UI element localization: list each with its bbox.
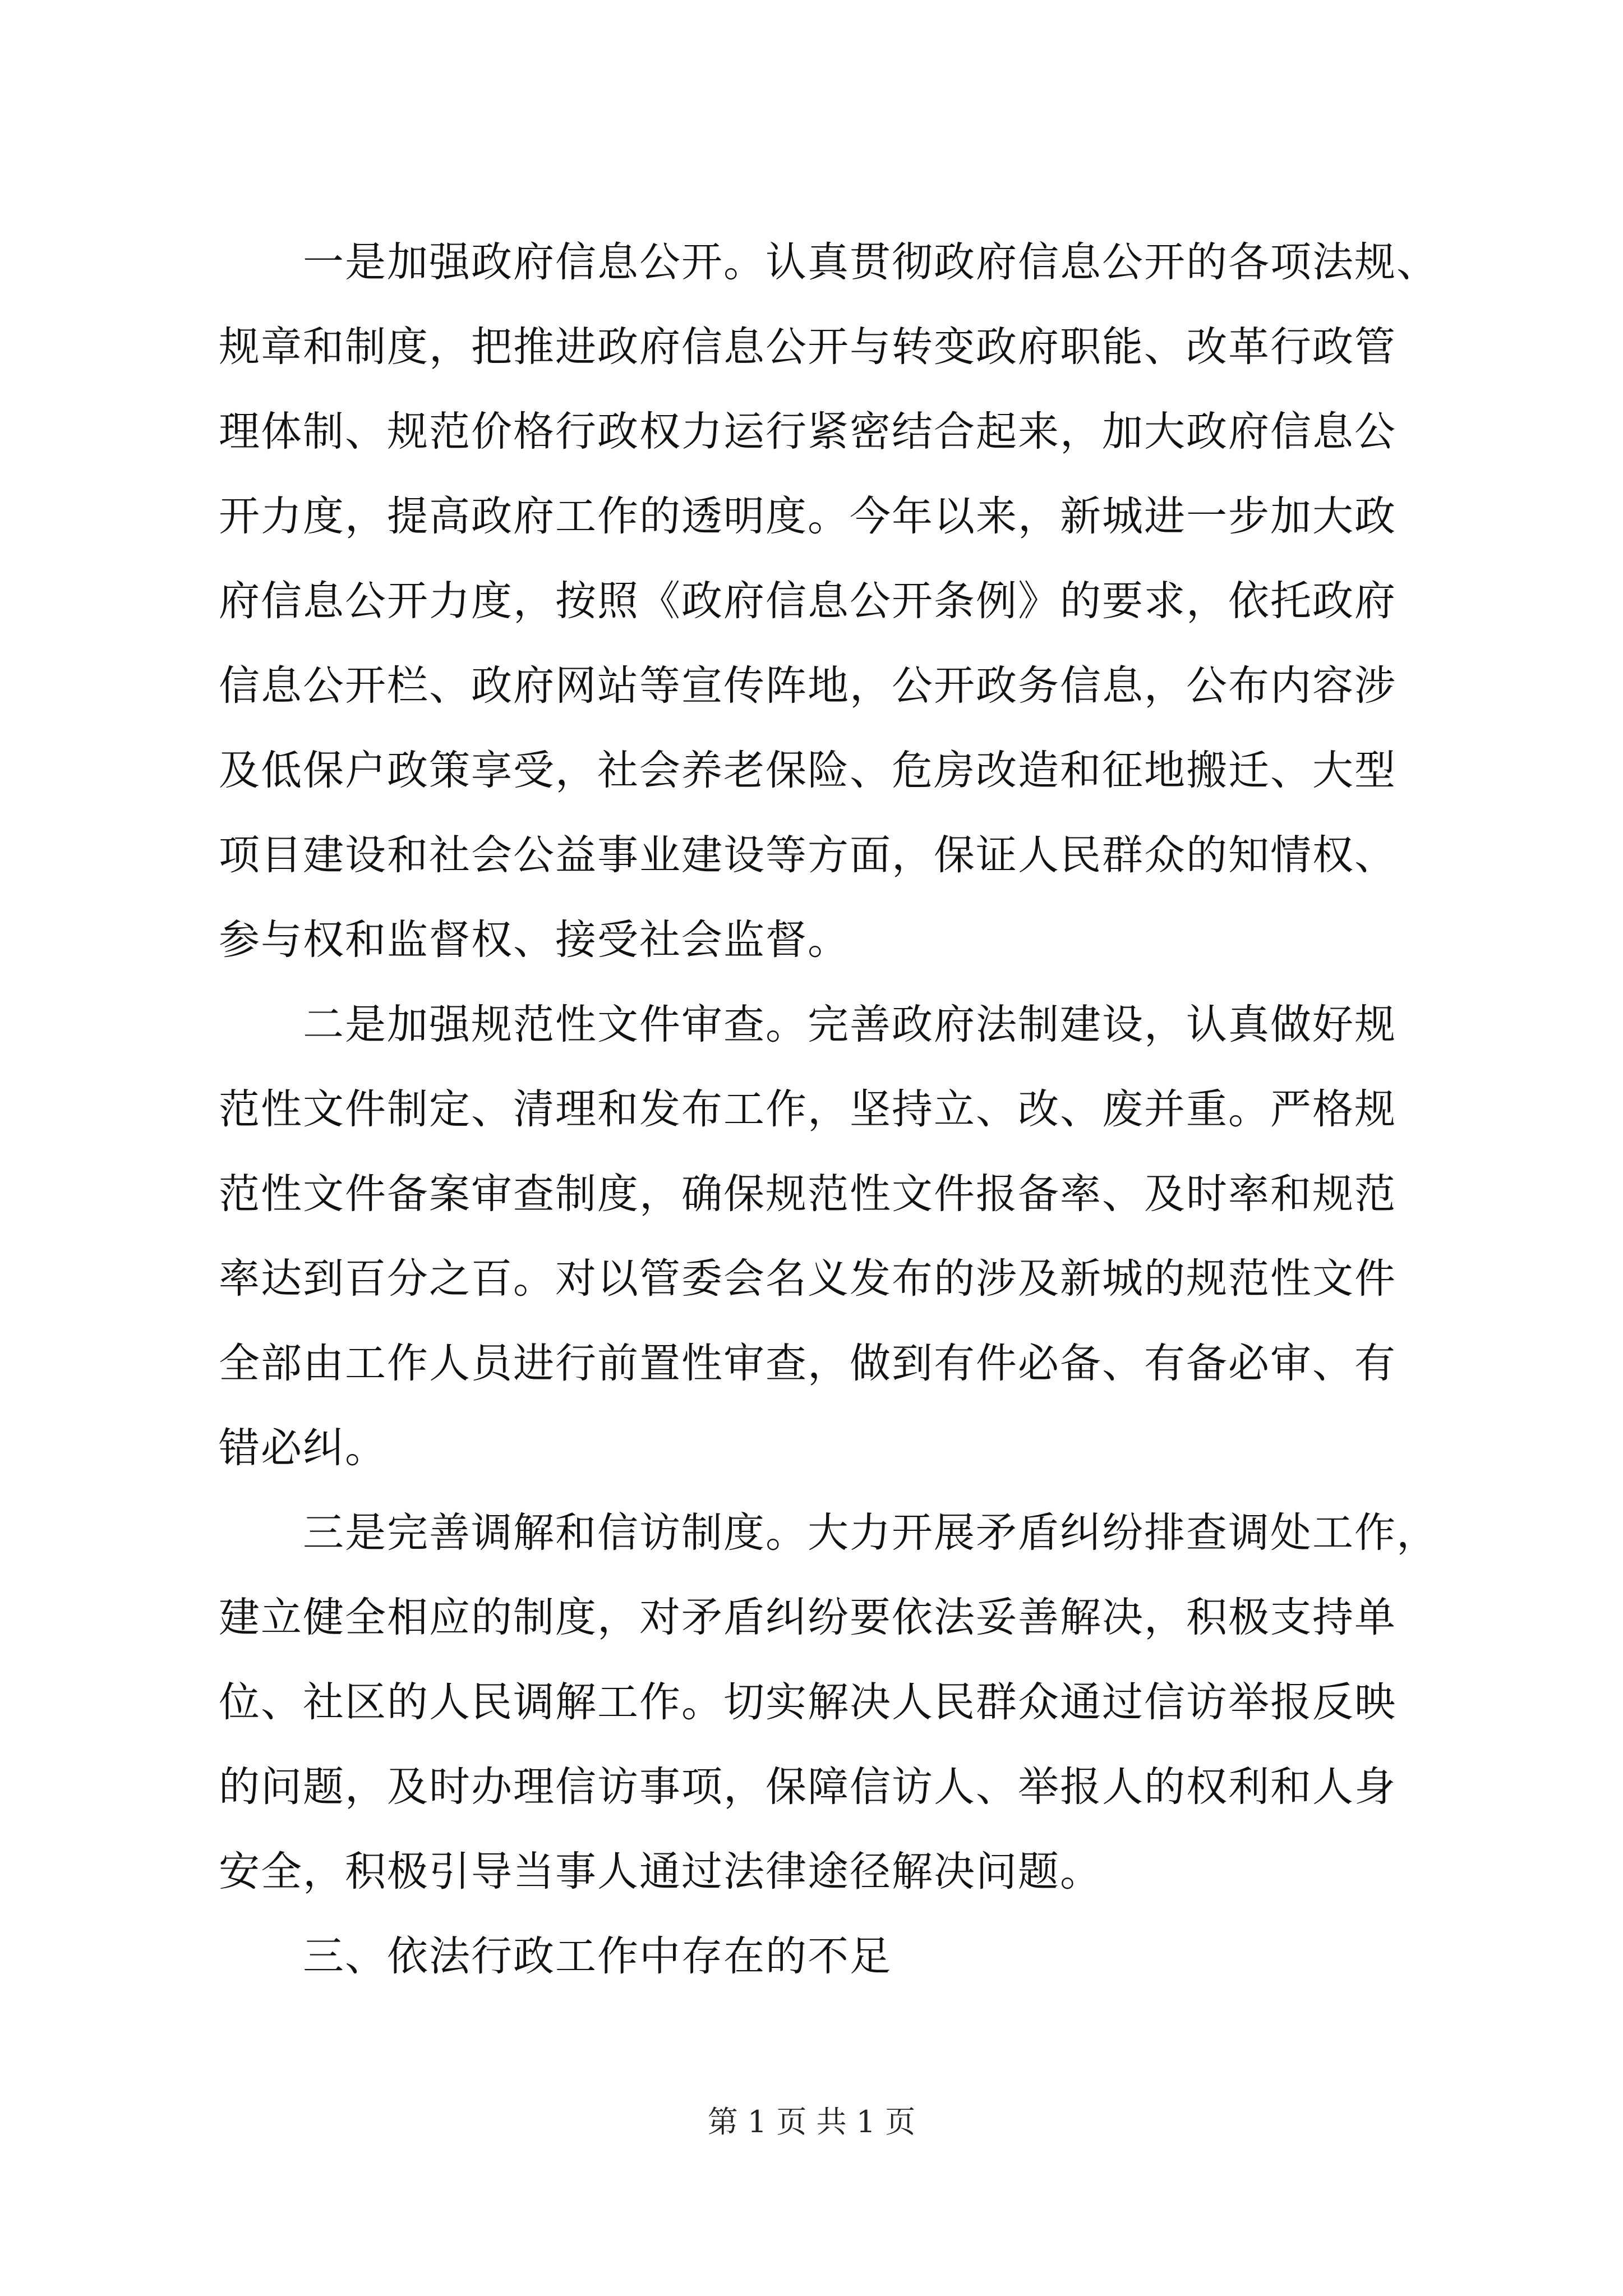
paragraph-line: 建立健全相应的制度，对矛盾纠纷要依法妥善解决，积极支持单	[219, 1594, 1396, 1641]
paragraph-line: 项目建设和社会公益事业建设等方面，保证人民群众的知情权、	[219, 831, 1396, 879]
paragraph-line: 率达到百分之百。对以管委会名义发布的涉及新城的规范性文件	[219, 1255, 1396, 1303]
document-body	[219, 220, 1438, 1999]
paragraph-line: 信息公开栏、政府网站等宣传阵地，公开政务信息，公布内容涉	[219, 662, 1396, 710]
section-heading: 三、依法行政工作中存在的不足	[303, 1932, 892, 1980]
paragraph-line: 范性文件制定、清理和发布工作，坚持立、改、废并重。严格规	[219, 1085, 1396, 1133]
paragraph-line: 一是加强政府信息公开。认真贯彻政府信息公开的各项法规、	[303, 238, 1438, 286]
paragraph-line: 参与权和监督权、接受社会监督。	[219, 916, 850, 964]
paragraph-line: 的问题，及时办理信访事项，保障信访人、举报人的权利和人身	[219, 1763, 1396, 1811]
paragraph-line: 位、社区的人民调解工作。切实解决人民群众通过信访举报反映	[219, 1678, 1396, 1726]
paragraph-line: 理体制、规范价格行政权力运行紧密结合起来，加大政府信息公	[219, 408, 1396, 455]
paragraph-line: 错必纠。	[219, 1424, 387, 1472]
paragraph-line: 二是加强规范性文件审查。完善政府法制建设，认真做好规	[303, 1001, 1396, 1048]
paragraph-line: 三是完善调解和信访制度。大力开展矛盾纠纷排查调处工作，	[303, 1509, 1438, 1557]
paragraph-line: 安全，积极引导当事人通过法律途径解决问题。	[219, 1848, 1102, 1895]
page-footer: 第 1 页 共 1 页	[707, 2104, 916, 2139]
paragraph-line: 府信息公开力度，按照《政府信息公开条例》的要求，依托政府	[219, 577, 1396, 625]
paragraph-line: 开力度，提高政府工作的透明度。今年以来，新城进一步加大政	[219, 493, 1396, 540]
paragraph-line: 规章和制度，把推进政府信息公开与转变政府职能、改革行政管	[219, 323, 1396, 371]
paragraph-line: 全部由工作人员进行前置性审查，做到有件必备、有备必审、有	[219, 1340, 1396, 1387]
paragraph-line: 及低保户政策享受，社会养老保险、危房改造和征地搬迁、大型	[219, 747, 1396, 794]
paragraph-line: 范性文件备案审查制度，确保规范性文件报备率、及时率和规范	[219, 1170, 1396, 1218]
